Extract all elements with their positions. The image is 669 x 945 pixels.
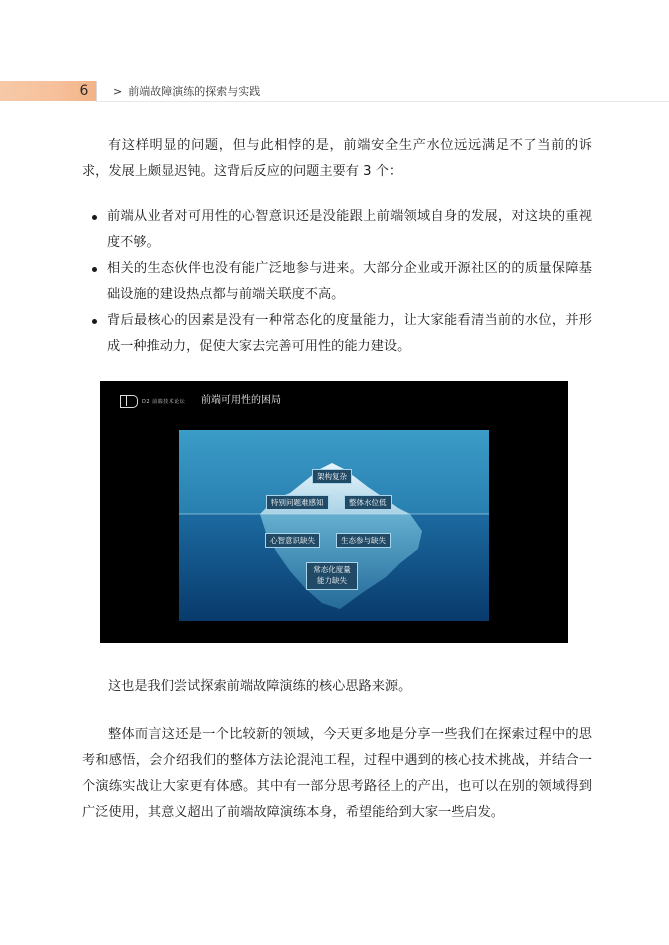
closing-paragraph: 整体而言这还是一个比较新的领域，今天更多地是分享一些我们在探索过程中的思考和感悟，会介绍我们的整体方法论混沌工程，过程中遇到的核心技术挑战，并结合一个演练实战让大家更有体感。其中有一部分思考路径上的产出，也可以在别的领域得到广泛使用，其意义超出了前端故障演练本身，希望能给到大家一些启发。 xyxy=(82,727,592,820)
intro-paragraph: 有这样明显的问题，但与此相悖的是，前端安全生产水位远远满足不了当前的诉求，发展上颇显迟钝。这背后反应的问题主要有 3 个： xyxy=(82,138,592,179)
bullet-icon xyxy=(92,267,97,272)
label-top: 架构复杂 xyxy=(312,469,352,484)
label-bottom: 常态化度量能力缺失 xyxy=(306,562,358,590)
list-item-text: 背后最核心的因素是没有一种常态化的度量能力，让大家能看清当前的水位，并形成一种推动力，促使大家去完善可用性的能力建设。 xyxy=(107,313,592,354)
issue-list xyxy=(90,204,592,360)
caption-paragraph: 这也是我们尝试探索前端故障演练的核心思路来源。 xyxy=(108,679,412,694)
chapter-title: 前端故障演练的探索与实践 xyxy=(128,85,261,98)
page-number: 6 xyxy=(79,83,89,99)
chevron-right-icon: > xyxy=(113,85,123,98)
label-left-lower: 心智意识缺失 xyxy=(265,533,320,548)
header-divider xyxy=(96,101,669,102)
list-item xyxy=(90,256,592,308)
bullet-icon xyxy=(92,215,97,220)
label-right-lower: 生态参与缺失 xyxy=(336,533,391,548)
label-left-upper: 特别问题难感知 xyxy=(266,495,329,510)
slide-figure xyxy=(100,381,568,643)
label-right-upper: 整体水位低 xyxy=(344,495,392,510)
list-item-text: 前端从业者对可用性的心智意识还是没能跟上前端领域自身的发展，对这块的重视度不够。 xyxy=(107,209,592,250)
running-header xyxy=(113,84,260,100)
list-item xyxy=(90,204,592,256)
forum-brand xyxy=(120,395,185,408)
slide-title: 前端可用性的困局 xyxy=(201,395,281,406)
d2-logo-icon xyxy=(120,395,138,408)
slide-background xyxy=(100,381,568,643)
brand-text: D2 前端技术论坛 xyxy=(142,398,186,405)
bullet-icon xyxy=(92,319,97,324)
list-item xyxy=(90,308,592,360)
list-item-text: 相关的生态伙伴也没有能广泛地参与进来。大部分企业或开源社区的的质量保障基础设施的建设热点都与前端关联度不高。 xyxy=(107,261,592,302)
